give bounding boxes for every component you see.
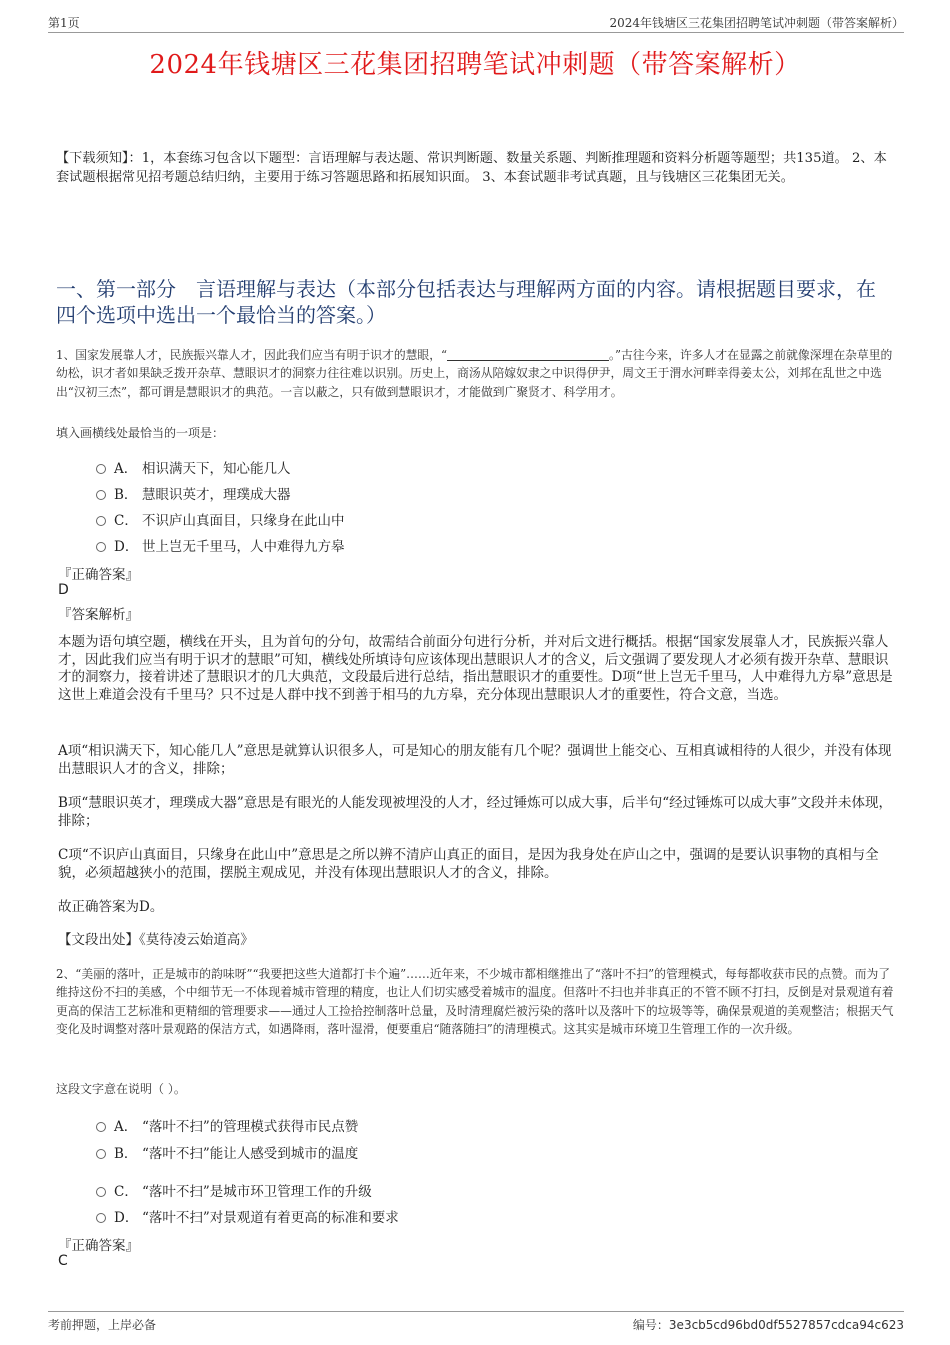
analysis-label: 『答案解析』 <box>58 607 139 623</box>
analysis-paragraph: 本题为语句填空题，横线在开头，且为首句的分句，故需结合前面分句进行分析，并对后文进行概括。根据“国家发展靠人才，民族振兴靠人才，因此我们应当有明于识才的慧眼”可知，横线处所填诗句应该体现出慧眼识人才的含义，后文强调了要发现人才必须有拨开杂草、慧眼识才的洞察力，接着讲述了慧眼识才的几大典范，文段最后进行总结，指出慧眼识才的重要性。D项“世上岂无千里马，人中难得九方皋”意思是这世上难道会没有千里马？只不过是人群中找不到善于相马的九方皋，充分体现出慧眼识人才的重要性，符合文意，当选。 <box>58 634 893 703</box>
radio-button[interactable] <box>96 542 106 552</box>
radio-button[interactable] <box>96 516 106 526</box>
question-2-text: 2、“美丽的落叶，正是城市的韵味呀”“我要把这些大道都打卡个遍”……近年来，不少城市都相继推出了“落叶不扫”的管理模式，每每都收获市民的点赞。而为了维持这份不扫的美感，个中细节无一不体现着城市管理的精度，也让人们切实感受着城市的温度。但落叶不扫也并非真正的不管不顾不打扫，反倒是对景观道有着更高的保洁工艺标准和更精细的管理要求——通过人工捡拾控制落叶总量，及时清理腐烂被污染的落叶以及落叶下的垃圾等等，确保景观道的美观整洁；根据天气变化及时调整对落叶景观路的保洁方式，如遇降雨，落叶湿滑，便要重启“随落随扫”的清理模式。这其实是城市环境卫生管理工作的一次升级。 <box>56 967 894 1037</box>
source-citation: 【文段出处】《莫待凌云始道高》 <box>58 932 254 948</box>
question-2-option-b[interactable]: B． “落叶不扫”能让人感受到城市的温度 <box>96 1142 358 1162</box>
radio-button[interactable] <box>96 1187 106 1197</box>
analysis-conclusion: 故正确答案为D。 <box>58 899 164 915</box>
radio-button[interactable] <box>96 464 106 474</box>
section-title: 一、第一部分 言语理解与表达（本部分包括表达与理解两方面的内容。请根据题目要求，在四个选项中选出一个最恰当的答案。） <box>56 277 876 327</box>
question-2-option-d[interactable]: D． “落叶不扫”对景观道有着更高的标准和要求 <box>96 1206 399 1226</box>
question-1-prompt: 填入画横线处最恰当的一项是： <box>56 426 225 440</box>
correct-answer: D <box>58 582 69 598</box>
question-1-text <box>56 346 896 401</box>
page-title: 2024年钱塘区三花集团招聘笔试冲刺题（带答案解析） <box>149 50 801 80</box>
analysis-option-b: B项“慧眼识英才，理璞成大器”意思是有眼光的人能发现被埋没的人才，经过锤炼可以成大事，后半句“经过锤炼可以成大事”文段并未体现，排除； <box>58 795 893 829</box>
analysis-option-a: A项“相识满天下，知心能几人”意思是就算认识很多人，可是知心的朋友能有几个呢？强调世上能交心、互相真诚相待的人很少，并没有体现出慧眼识人才的含义，排除； <box>58 743 892 777</box>
page-header <box>48 12 904 33</box>
download-notice: 【下载须知】：1，本套练习包含以下题型：言语理解与表达题、常识判断题、数量关系题、判断推理题和资料分析题等题型；共135道。 2、本套试题根据常见招考题总结归纳，主要用于练习答题思路和拓展知识面。 3、本套试题非考试真题，且与钱塘区三花集团无关。 <box>56 151 887 185</box>
fill-blank <box>447 348 609 361</box>
correct-answer: C <box>58 1253 68 1269</box>
header-doc-name: 2024年钱塘区三花集团招聘笔试冲刺题（带答案解析） <box>609 16 904 30</box>
radio-button[interactable] <box>96 1213 106 1223</box>
question-1-option-a[interactable]: A． 相识满天下，知心能几人 <box>96 457 291 477</box>
page-number: 第1页 <box>48 16 80 30</box>
question-1-text-start: 1、国家发展靠人才，民族振兴靠人才，因此我们应当有明于识才的慧眼，“ <box>56 348 448 362</box>
page-footer <box>48 1311 904 1336</box>
question-2-prompt: 这段文字意在说明（ ）。 <box>56 1082 186 1096</box>
footer-slogan: 考前押题，上岸必备 <box>48 1318 157 1332</box>
radio-button[interactable] <box>96 1122 106 1132</box>
question-1-option-b[interactable]: B． 慧眼识英才，理璞成大器 <box>96 483 291 503</box>
question-2-option-c[interactable]: C． “落叶不扫”是城市环卫管理工作的升级 <box>96 1180 372 1200</box>
radio-button[interactable] <box>96 1149 106 1159</box>
analysis-option-c: C项“不识庐山真面目，只缘身在此山中”意思是之所以辨不清庐山真正的面目，是因为我身处在庐山之中，强调的是要认识事物的真相与全貌，必须超越狭小的范围，摆脱主观成见，并没有体现出慧眼识人才的含义，排除。 <box>58 847 879 881</box>
correct-answer-label: 『正确答案』 <box>58 567 139 583</box>
question-1-option-d[interactable]: D． 世上岂无千里马，人中难得九方皋 <box>96 535 345 555</box>
radio-button[interactable] <box>96 490 106 500</box>
footer-code: 编号：3e3cb5cd96bd0df5527857cdca94c623 <box>632 1318 904 1332</box>
question-1-text-end: 。”古往今来，许多人才在显露之前就像深埋在杂草里的幼松，识才者如果缺乏拨开杂草、慧眼识才的洞察力往往难以识别。历史上，商汤从陪嫁奴隶之中识得伊尹，周文王于渭水河畔幸得姜太公，刘邦在乱世之中选出“汉初三杰”，都可谓是慧眼识才的典范。一言以蔽之，只有做到慧眼识才，才能做到广聚贤才、科学用才。 <box>56 348 893 399</box>
correct-answer-label: 『正确答案』 <box>58 1238 139 1254</box>
question-1-option-c[interactable]: C． 不识庐山真面目，只缘身在此山中 <box>96 509 345 529</box>
question-2-option-a[interactable]: A． “落叶不扫”的管理模式获得市民点赞 <box>96 1115 358 1135</box>
